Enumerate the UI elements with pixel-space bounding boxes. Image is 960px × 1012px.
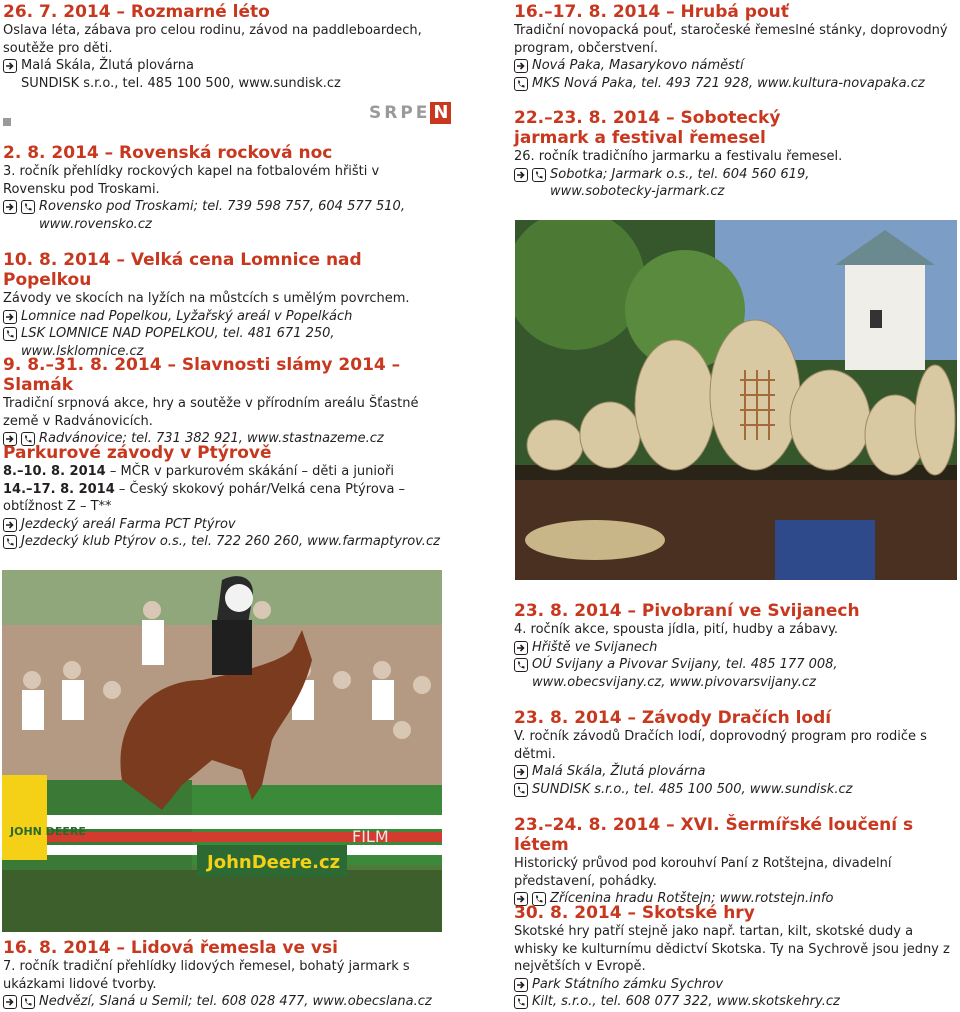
arrow-icon	[3, 995, 17, 1009]
event-location	[514, 57, 958, 75]
event-date-text: – MČR v parkurovém skákání – děti a junioři	[105, 464, 394, 479]
event-title: 16. 8. 2014 – Lidová řemesla ve vsi	[3, 938, 338, 958]
event-contact-text: Zřícenina hradu Rotštejn; www.rotstejn.info	[550, 891, 834, 906]
event-location-text: Lomnice nad Popelkou, Lyžařský areál v Popelkách	[21, 308, 353, 324]
phone-icon	[3, 327, 17, 341]
event-contact-text: Kilt, s.r.o., tel. 608 077 322, www.skotskehry.cz	[532, 994, 840, 1009]
arrow-icon	[3, 200, 17, 214]
show-jumping-photo	[2, 570, 442, 932]
event-description: V. ročník závodů Dračích lodí, doprovodný program pro rodiče s dětmi.	[514, 729, 927, 762]
event-location-text: Nová Paka, Masarykovo náměstí	[532, 58, 744, 73]
event-description: 7. ročník tradiční přehlídky lidových řemesel, bohatý jarmark s ukázkami lidové tvorby.	[3, 959, 410, 992]
event-date-line	[3, 481, 443, 516]
arrow-icon	[3, 310, 17, 324]
month-label-text: SRPE	[369, 103, 431, 123]
event-title: 23. 8. 2014 – Pivobraní ve Svijanech	[514, 601, 860, 621]
event-hruba-pout	[514, 2, 958, 92]
event-skotske-hry	[514, 903, 958, 1011]
event-location	[3, 308, 443, 326]
event-parkurove-zavody	[3, 443, 443, 551]
event-location-text: Jezdecký areál Farma PCT Ptýrov	[21, 516, 236, 532]
event-title: Parkurové závody v Ptýrově	[3, 443, 272, 463]
month-label-letter: N	[430, 102, 451, 124]
event-slavnosti-slamy	[3, 355, 443, 448]
event-rozmarne-leto	[3, 2, 443, 92]
event-date-line	[3, 463, 443, 481]
event-location-text: Park Státního zámku Sychrov	[532, 976, 724, 992]
event-contact-text: Sobotka; Jarmark o.s., tel. 604 560 619, www.sobotecky-jarmark.cz	[550, 166, 810, 199]
event-location	[3, 516, 443, 534]
event-contact	[514, 166, 958, 201]
event-contact	[514, 75, 958, 93]
pottery-photo	[515, 220, 957, 580]
event-contact-text: Radvánovice; tel. 731 382 921, www.stastnazeme.cz	[39, 431, 384, 446]
event-sermirske-louceni	[514, 815, 958, 908]
event-description: Tradiční srpnová akce, hry a soutěže v přírodním areálu Šťastné země v Radvánovicích.	[3, 396, 419, 429]
event-title: 22.–23. 8. 2014 – Sobotecký jarmark a festival řemesel	[514, 108, 781, 148]
event-lidova-remesla	[3, 938, 443, 1011]
event-pivobrani	[514, 601, 958, 691]
event-contact-text: LSK LOMNICE NAD POPELKOU, tel. 481 671 250, www.lsklomnice.cz	[21, 326, 335, 359]
event-velka-cena-lomnice	[3, 250, 443, 360]
event-date: 8.–10. 8. 2014	[3, 464, 106, 479]
phone-icon	[532, 168, 546, 182]
arrow-icon	[514, 641, 528, 655]
phone-icon	[514, 783, 528, 797]
show-jumping-illustration	[2, 570, 442, 932]
event-date-text: – Český skokový pohár/Velká cena Ptýrova – obtížnost Z – T**	[3, 481, 406, 514]
event-date: 14.–17. 8. 2014	[3, 481, 115, 497]
arrow-icon	[3, 518, 17, 532]
section-bullet	[3, 118, 11, 126]
event-location	[514, 639, 958, 657]
event-title: 26. 7. 2014 – Rozmarné léto	[3, 2, 270, 22]
banner-john-deere: JOHN DEERE	[10, 825, 86, 838]
event-title: 2. 8. 2014 – Rovenská rocková noc	[3, 143, 333, 163]
event-contact-text: Rovensko pod Troskami; tel. 739 598 757, 604 577 510, www.rovensko.cz	[39, 199, 405, 232]
banner-film: FILM	[352, 827, 389, 846]
event-description: 26. ročník tradičního jarmarku a festivalu řemesel.	[514, 149, 843, 164]
phone-icon	[514, 658, 528, 672]
event-location	[514, 976, 958, 994]
phone-icon	[21, 995, 35, 1009]
event-contact-text: SUNDISK s.r.o., tel. 485 100 500, www.sundisk.cz	[532, 781, 853, 797]
event-description: Oslava léta, zábava pro celou rodinu, závod na paddleboardech, soutěže pro děti.	[3, 23, 422, 56]
event-sobotecky-jarmark	[514, 108, 958, 201]
event-location-text: Malá Skála, Žlutá plovárna	[532, 764, 706, 779]
event-contact-text: Jezdecký klub Ptýrov o.s., tel. 722 260 260, www.farmaptyrov.cz	[21, 534, 440, 549]
phone-icon	[21, 200, 35, 214]
event-title: 30. 8. 2014 – Skotské hry	[514, 903, 755, 923]
arrow-icon	[514, 59, 528, 73]
arrow-icon	[514, 978, 528, 992]
event-contact	[3, 198, 443, 233]
event-contact	[514, 781, 958, 799]
event-contact	[514, 656, 958, 691]
banner-johndeere-cz: JohnDeere.cz	[207, 852, 341, 873]
month-label	[369, 102, 451, 124]
event-contact	[514, 993, 958, 1011]
event-title: 23. 8. 2014 – Závody Dračích lodí	[514, 708, 832, 728]
event-location-text: Malá Skála, Žlutá plovárna	[21, 58, 195, 73]
event-description: Historický průvod pod korouhví Paní z Rotštejna, divadelní představení, pohádky.	[514, 856, 892, 889]
arrow-icon	[3, 59, 17, 73]
event-rovenska-rockova-noc	[3, 143, 443, 233]
event-title: 23.–24. 8. 2014 – XVI. Šermířské loučení s létem	[514, 815, 914, 855]
phone-icon	[514, 77, 528, 91]
event-contact-text: MKS Nová Paka, tel. 493 721 928, www.kultura-novapaka.cz	[532, 75, 925, 91]
event-contact-text: SUNDISK s.r.o., tel. 485 100 500, www.sundisk.cz	[21, 75, 341, 91]
event-description: 4. ročník akce, spousta jídla, pití, hudby a zábavy.	[514, 622, 839, 637]
arrow-icon	[514, 168, 528, 182]
arrow-icon	[514, 765, 528, 779]
pottery-illustration	[515, 220, 957, 580]
event-title: 16.–17. 8. 2014 – Hrubá pouť	[514, 2, 789, 22]
event-title: 9. 8.–31. 8. 2014 – Slavnosti slámy 2014 – Slamák	[3, 355, 401, 395]
event-title: 10. 8. 2014 – Velká cena Lomnice nad Popelkou	[3, 250, 362, 290]
event-location	[3, 57, 443, 75]
event-description: Tradiční novopacká pouť, staročeské řemeslné stánky, doprovodný program, občerstvení.	[514, 23, 948, 56]
event-zavody-dracich-lodi	[514, 708, 958, 798]
event-location-text: Hřiště ve Svijanech	[532, 639, 658, 655]
event-contact	[3, 533, 443, 551]
event-description: Skotské hry patří stejně jako např. tartan, kilt, skotské dudy a whisky ke kulturnímu dědictví Skotska. Ty na Sychrově jsou jedny z největších v Evropě.	[514, 924, 950, 974]
phone-icon	[514, 995, 528, 1009]
event-description: Závody ve skocích na lyžích na můstcích s umělým povrchem.	[3, 291, 410, 306]
phone-icon	[3, 535, 17, 549]
event-contact-text: OÚ Svijany a Pivovar Svijany, tel. 485 177 008, www.obecsvijany.cz, www.pivovarsvijany.cz	[532, 657, 838, 690]
event-contact-text: Nedvězí, Slaná u Semil; tel. 608 028 477, www.obecslana.cz	[39, 994, 432, 1009]
event-description: 3. ročník přehlídky rockových kapel na fotbalovém hřišti v Rovensku pod Troskami.	[3, 164, 380, 197]
event-contact	[3, 993, 443, 1011]
event-location	[514, 763, 958, 781]
